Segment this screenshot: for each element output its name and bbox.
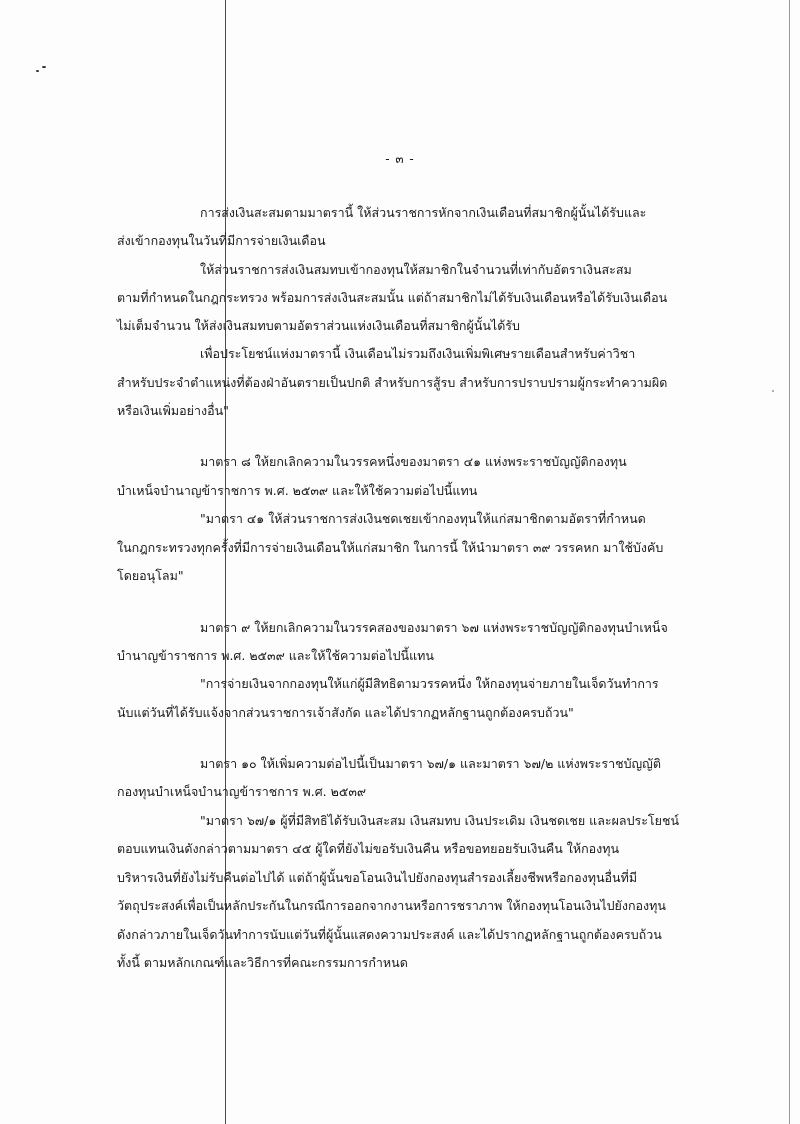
scan-speck bbox=[42, 66, 46, 68]
text-line: "การจ่ายเงินจากกองทุนให้แก่ผู้มีสิทธิตามวรรคหนึ่ง ให้กองทุนจ่ายภายในเจ็ดวันทำการ bbox=[200, 676, 659, 691]
text-line: "มาตรา ๔๑ ให้ส่วนราชการส่งเงินชดเชยเข้ากองทุนให้แก่สมาชิกตามอัตราที่กำหนด bbox=[200, 511, 646, 526]
page-number: - ๓ - bbox=[385, 152, 415, 166]
text-line: ให้ส่วนราชการส่งเงินสมทบเข้ากองทุนให้สมาชิกในจำนวนที่เท่ากับอัตราเงินสะสม bbox=[200, 262, 632, 277]
text-line: กองทุนบำเหน็จบำนาญข้าราชการ พ.ศ. ๒๕๓๙ bbox=[117, 784, 367, 799]
text-line: สำหรับประจำตำแหน่งที่ต้องฝ่าอันตรายเป็นปกติ สำหรับการสู้รบ สำหรับการปราบปรามผู้กระทำความผิด bbox=[117, 375, 668, 390]
scan-speck bbox=[772, 390, 774, 392]
text-line: มาตรา ๘ ให้ยกเลิกความในวรรคหนึ่งของมาตรา ๔๑ แห่งพระราชบัญญัติกองทุน bbox=[200, 454, 627, 469]
text-line: ตอบแทนเงินดังกล่าวตามมาตรา ๔๕ ผู้ใดที่ยังไม่ขอรับเงินคืน หรือขอทยอยรับเงินคืน ให้กองทุน bbox=[117, 841, 620, 856]
text-line: โดยอนุโลม" bbox=[117, 568, 184, 583]
text-line: ในกฎกระทรวงทุกครั้งที่มีการจ่ายเงินเดือนให้แก่สมาชิก ในการนี้ ให้นำมาตรา ๓๙ วรรคหก มาใช้บังคับ bbox=[117, 540, 664, 555]
text-line: การส่งเงินสะสมตามมาตรานี้ ให้ส่วนราชการหักจากเงินเดือนที่สมาชิกผู้นั้นได้รับและ bbox=[200, 205, 647, 220]
text-line: บำนาญข้าราชการ พ.ศ. ๒๕๓๙ และให้ใช้ความต่อไปนี้แทน bbox=[117, 648, 434, 663]
text-line: ทั้งนี้ ตามหลักเกณฑ์และวิธีการที่คณะกรรมการกำหนด bbox=[117, 955, 408, 970]
text-line: วัตถุประสงค์เพื่อเป็นหลักประกันในกรณีการออกจากงานหรือการชราภาพ ให้กองทุนโอนเงินไปยังกองทุน bbox=[117, 898, 666, 913]
scan-speck bbox=[36, 70, 39, 72]
text-line: หรือเงินเพิ่มอย่างอื่น" bbox=[117, 403, 229, 418]
text-line: ดังกล่าวภายในเจ็ดวันทำการนับแต่วันที่ผู้นั้นแสดงความประสงค์ และได้ปรากฏหลักฐานถูกต้องครบถ้วน bbox=[117, 927, 662, 942]
text-line: มาตรา ๙ ให้ยกเลิกความในวรรคสองของมาตรา ๖๗ แห่งพระราชบัญญัติกองทุนบำเหน็จ bbox=[200, 620, 668, 635]
text-line: บริหารเงินที่ยังไม่รับคืนต่อไปได้ แต่ถ้าผู้นั้นขอโอนเงินไปยังกองทุนสำรองเลี้ยงชีพหรือกองทุนอื่นที่มี bbox=[117, 870, 638, 885]
text-line: ส่งเข้ากองทุนในวันที่มีการจ่ายเงินเดือน bbox=[117, 233, 326, 248]
text-line: "มาตรา ๖๗/๑ ผู้ที่มีสิทธิได้รับเงินสะสม เงินสมทบ เงินประเดิม เงินชดเชย และผลประโยชน์ bbox=[200, 813, 679, 828]
text-line: นับแต่วันที่ได้รับแจ้งจากส่วนราชการเจ้าสังกัด และได้ปรากฏหลักฐานถูกต้องครบถ้วน" bbox=[117, 705, 574, 720]
text-line: มาตรา ๑๐ ให้เพิ่มความต่อไปนี้เป็นมาตรา ๖๗/๑ และมาตรา ๖๗/๒ แห่งพระราชบัญญัติ bbox=[200, 756, 661, 771]
text-line: ตามที่กำหนดในกฎกระทรวง พร้อมการส่งเงินสะสมนั้น แต่ถ้าสมาชิกไม่ได้รับเงินเดือนหรือได้รับเงินเดือน bbox=[117, 290, 668, 305]
text-line: ไม่เต็มจำนวน ให้ส่งเงินสมทบตามอัตราส่วนแห่งเงินเดือนที่สมาชิกผู้นั้นได้รับ bbox=[117, 318, 520, 333]
text-line: บำเหน็จบำนาญข้าราชการ พ.ศ. ๒๕๓๙ และให้ใช้ความต่อไปนี้แทน bbox=[117, 483, 478, 498]
text-line: เพื่อประโยชน์แห่งมาตรานี้ เงินเดือนไม่รวมถึงเงินเพิ่มพิเศษรายเดือนสำหรับค่าวิชา bbox=[200, 346, 636, 361]
